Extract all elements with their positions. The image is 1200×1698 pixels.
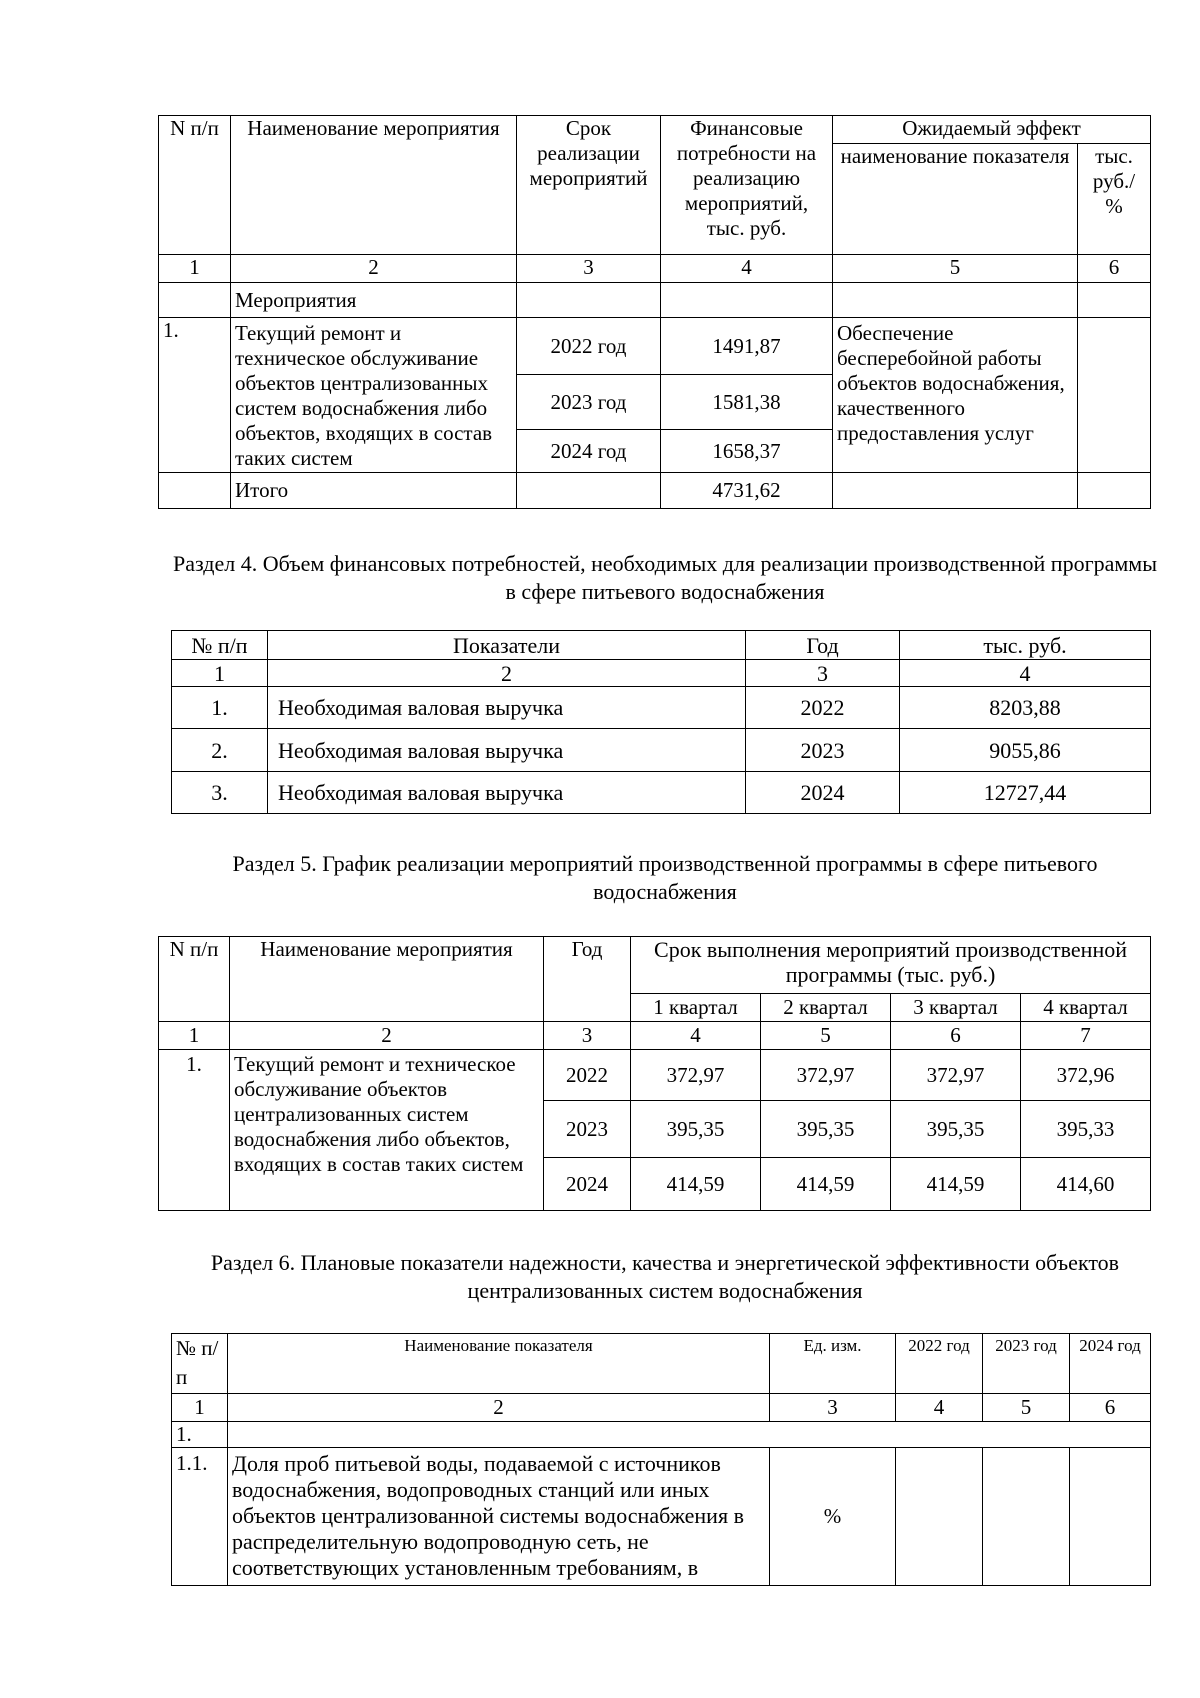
row-value: 9055,86: [900, 729, 1151, 772]
section-5-title: Раздел 5. График реализации мероприятий производственной программы в сфере питьевого водоснабжения: [232, 851, 1098, 904]
row-year: 2022: [746, 687, 900, 729]
row-value: 8203,88: [900, 687, 1151, 729]
header-value: тыс. руб.: [900, 631, 1151, 660]
header-year-2024: 2024 год: [1070, 1334, 1151, 1394]
row-year: 2023: [544, 1101, 631, 1158]
row-num: 3.: [172, 772, 268, 814]
quarter-2: 2 квартал: [761, 994, 891, 1022]
table-row: [172, 729, 1151, 772]
amount-cell: 1581,38: [661, 375, 833, 430]
empty-cell: [983, 1448, 1070, 1586]
header-name: Наименование мероприятия: [231, 116, 517, 255]
year-cell: 2022 год: [517, 318, 661, 375]
col-num-2: 2: [230, 1022, 544, 1050]
empty-cell: [1078, 283, 1151, 318]
row-num: 1.: [172, 687, 268, 729]
col-num-5: 5: [833, 255, 1078, 283]
col-num-1: 1: [159, 255, 231, 283]
header-effect: Ожидаемый эффект: [833, 116, 1151, 144]
q2-value: 372,97: [761, 1050, 891, 1101]
q1-value: 395,35: [631, 1101, 761, 1158]
empty-cell: [833, 283, 1078, 318]
row-unit: %: [770, 1448, 896, 1586]
col-num-5: 5: [761, 1022, 891, 1050]
row-num: 1.: [172, 1422, 228, 1448]
empty-cell: [517, 283, 661, 318]
table-row: [159, 1050, 1151, 1101]
q4-value: 372,96: [1021, 1050, 1151, 1101]
quarter-3: 3 квартал: [891, 994, 1021, 1022]
row-num: 1.1.: [172, 1448, 228, 1586]
empty-cell: [1078, 473, 1151, 509]
quarter-1: 1 квартал: [631, 994, 761, 1022]
q1-value: 414,59: [631, 1158, 761, 1211]
header-year-2023: 2023 год: [983, 1334, 1070, 1394]
empty-cell: [517, 473, 661, 509]
col-num-4: 4: [896, 1394, 983, 1422]
header-num: № п/п: [172, 631, 268, 660]
amount-cell: 1491,87: [661, 318, 833, 375]
col-num-1: 1: [159, 1022, 230, 1050]
section-6-title: Раздел 6. Плановые показатели надежности, качества и энергетической эффективности объектов централизованных систем водоснабжения: [210, 1250, 1120, 1303]
col-num-6: 6: [891, 1022, 1021, 1050]
col-num-5: 5: [983, 1394, 1070, 1422]
row-year: 2022: [544, 1050, 631, 1101]
row-name: Необходимая валовая выручка: [268, 687, 746, 729]
header-year: Год: [544, 937, 631, 1022]
year-cell: 2023 год: [517, 375, 661, 430]
empty-cell: [159, 283, 231, 318]
col-num-3: 3: [517, 255, 661, 283]
indicators-table: [171, 1333, 1151, 1586]
header-indicators: Показатели: [268, 631, 746, 660]
header-num: N п/п: [159, 937, 230, 1022]
header-term: Срок выполнения мероприятий производственной программы (тыс. руб.): [631, 937, 1151, 994]
row-name: Текущий ремонт и техническое обслуживание объектов централизованных систем водоснабжения либо объектов, входящих в состав таких систем: [230, 1050, 544, 1211]
table-row: [172, 772, 1151, 814]
group-label: Мероприятия: [231, 283, 517, 318]
row-year: 2024: [746, 772, 900, 814]
col-num-3: 3: [770, 1394, 896, 1422]
row-name: Необходимая валовая выручка: [268, 772, 746, 814]
col-num-4: 4: [631, 1022, 761, 1050]
col-num-2: 2: [268, 660, 746, 687]
col-num-2: 2: [228, 1394, 770, 1422]
row-year: 2024: [544, 1158, 631, 1211]
empty-cell: [661, 283, 833, 318]
q1-value: 372,97: [631, 1050, 761, 1101]
col-num-4: 4: [900, 660, 1151, 687]
header-year: Год: [746, 631, 900, 660]
measures-table: [158, 115, 1151, 509]
col-num-4: 4: [661, 255, 833, 283]
col-num-6: 6: [1078, 255, 1151, 283]
q4-value: 414,60: [1021, 1158, 1151, 1211]
header-term: Срок реализации мероприятий: [517, 116, 661, 255]
empty-cell: [1078, 318, 1151, 473]
row-value: 12727,44: [900, 772, 1151, 814]
col-num-3: 3: [544, 1022, 631, 1050]
col-num-1: 1: [172, 660, 268, 687]
row-year: 2023: [746, 729, 900, 772]
q3-value: 395,35: [891, 1101, 1021, 1158]
header-unit: тыс. руб./ %: [1078, 144, 1151, 255]
quarter-4: 4 квартал: [1021, 994, 1151, 1022]
empty-cell: [1070, 1448, 1151, 1586]
header-num: № п/п: [172, 1334, 228, 1394]
row-name: Текущий ремонт и техническое обслуживание объектов централизованных систем водоснабжения либо объектов, входящих в состав таких систем: [231, 318, 517, 473]
q3-value: 414,59: [891, 1158, 1021, 1211]
header-unit: Ед. изм.: [770, 1334, 896, 1394]
header-finance: Финансовые потребности на реализацию мероприятий, тыс. руб.: [661, 116, 833, 255]
header-year-2022: 2022 год: [896, 1334, 983, 1394]
row-num: 1.: [159, 318, 231, 473]
amount-cell: 1658,37: [661, 430, 833, 473]
row-num: 2.: [172, 729, 268, 772]
q4-value: 395,33: [1021, 1101, 1151, 1158]
col-num-2: 2: [231, 255, 517, 283]
col-num-7: 7: [1021, 1022, 1151, 1050]
q2-value: 395,35: [761, 1101, 891, 1158]
empty-cell: [228, 1422, 1151, 1448]
effect-cell: Обеспечение бесперебойной работы объектов водоснабжения, качественного предоставления услуг: [833, 318, 1078, 473]
empty-cell: [159, 473, 231, 509]
empty-cell: [896, 1448, 983, 1586]
q2-value: 414,59: [761, 1158, 891, 1211]
empty-cell: [833, 473, 1078, 509]
q3-value: 372,97: [891, 1050, 1021, 1101]
header-name: Наименование показателя: [228, 1334, 770, 1394]
section-4-title: Раздел 4. Объем финансовых потребностей, необходимых для реализации производственной программы в сфере питьевого водоснабжения: [172, 551, 1157, 604]
row-name: Доля проб питьевой воды, подаваемой с источников водоснабжения, водопроводных станций или иных объектов централизованной системы водоснабжения в распределительную водопроводную сеть, не соответствующих установленным требованиям, в: [228, 1448, 770, 1586]
year-cell: 2024 год: [517, 430, 661, 473]
row-name: Необходимая валовая выручка: [268, 729, 746, 772]
total-value: 4731,62: [661, 473, 833, 509]
financial-needs-table: [171, 630, 1151, 814]
table-row: [172, 687, 1151, 729]
header-indicator: наименование показателя: [833, 144, 1078, 255]
schedule-table: [158, 936, 1151, 1211]
table-row: [172, 1448, 1151, 1586]
col-num-1: 1: [172, 1394, 228, 1422]
header-name: Наименование мероприятия: [230, 937, 544, 1022]
header-num: N п/п: [159, 116, 231, 255]
col-num-6: 6: [1070, 1394, 1151, 1422]
col-num-3: 3: [746, 660, 900, 687]
row-num: 1.: [159, 1050, 230, 1211]
total-label: Итого: [231, 473, 517, 509]
